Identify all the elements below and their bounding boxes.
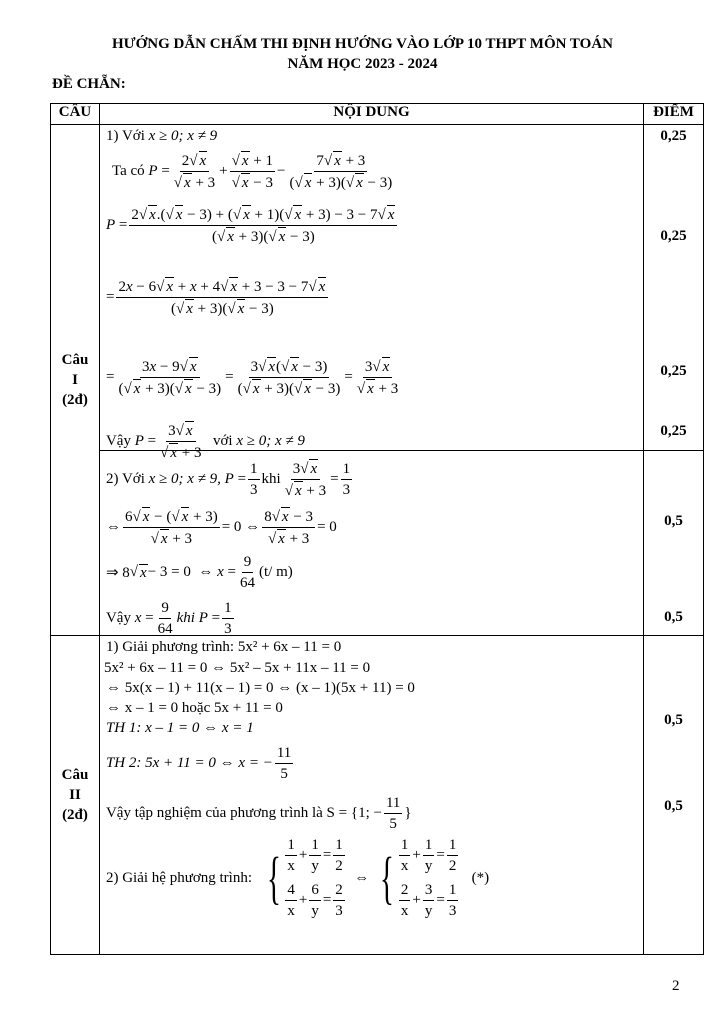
q1a-content: [99, 125, 643, 461]
section-label: ĐỀ CHẴN:: [52, 76, 126, 92]
q2-solution-set: Vậy tập nghiệm của phương trình là S = {1; − $\frac{11}{5}$ }: [105, 795, 412, 832]
q1-number: I: [72, 372, 78, 388]
q2-label: Câu: [61, 767, 89, 783]
q1-row-a: [51, 125, 704, 451]
q1-label-cell: [51, 125, 100, 636]
q2-line4: ⇔ x – 1 = 0 hoặc 5x + 11 = 0: [105, 700, 283, 716]
q2-label-cell: [51, 636, 100, 955]
q1a-step1: Ta có P = 2√ x √ x + 3 + √ x + 1 √ x − 3 − $\frac{7√ x + 3}{(√ x + 3)(√ x - 3)}$: [112, 151, 396, 192]
col-header-diem: ĐIỂM: [644, 104, 704, 125]
q2-line1: 1) Giải phương trình: 5x² + 6x – 11 = 0: [105, 639, 342, 655]
grading-table: [50, 103, 704, 955]
q1b-point-1: 0,5: [664, 513, 683, 529]
q1a-point-1: 0,25: [660, 128, 687, 144]
q1a-conclusion: Vậy P = 3√ x √ x + 3 với x ≥ 0; x ≠ 9: [106, 421, 305, 462]
q2-system: 2) Giải hệ phương trình: { $\frac{1}{x}$ + $\frac{1}{y}$ = $\frac{1}{2}$ $\frac{4}{x}$ + $\frac{6}{y}$ = $\frac{2}{3}$ ⇔ { $\frac{1}{x}$ + $\frac{1}{y}$ = $\frac{1}{2}$ $\frac{2}{x}$ + $\frac{3}{y}$ = $\frac{1}{3}$ (*): [105, 837, 490, 919]
q1b-conclusion: Vậy x = $\frac{9}{64}$ khi P = $\frac{1}{3}$: [105, 600, 232, 637]
doc-title-line1: HƯỚNG DẪN CHẤM THI ĐỊNH HƯỚNG VÀO LỚP 10 THPT MÔN TOÁN: [111, 36, 613, 52]
q1a-line1: 1) Với x ≥ 0; x ≠ 9: [105, 128, 218, 144]
q1a-point-3: 0,25: [660, 363, 687, 379]
q1a-point-2: 0,25: [660, 228, 687, 244]
q1-score: (2đ): [62, 392, 88, 408]
q1b-point-2: 0,5: [664, 609, 683, 625]
q2-point-2: 0,5: [664, 798, 683, 814]
q1-label: Câu: [61, 352, 89, 368]
q1a-step2: P = $\frac{2√ x.(√ x - 3) + (√ x + 1)(√ x + 3) - 3 - 7√ x}{(√ x + 3)(√ x - 3)}$: [106, 205, 399, 246]
q1a-step4: = $\frac{3x - 9√ x}{(√ x + 3)(√ x - 3)}$ = $\frac{3√ x(√ x - 3)}{(√ x + 3)(√ x - 3)}$ = 3√ x √ x + 3: [106, 357, 402, 398]
q2-row: [51, 636, 704, 955]
system-transformed: { $\frac{1}{x}$ + $\frac{1}{y}$ = $\frac{1}{2}$ $\frac{2}{x}$ + $\frac{3}{y}$ = $\frac{1}{3}$: [380, 837, 457, 919]
col-header-noidung: NỘI DUNG: [99, 104, 643, 125]
q1b-line1: 2) Với x ≥ 0; x ≠ 9, P = $\frac{1}{3}$ khi 3√ x √ x + 3 = $\frac{1}{3}$: [106, 459, 354, 500]
page-number: 2: [672, 978, 680, 994]
table-header-row: [51, 104, 704, 125]
q2-case1: TH 1: x – 1 = 0 ⇔ x = 1: [105, 720, 254, 736]
q1-row-b: [51, 451, 704, 636]
system-original: { $\frac{1}{x}$ + $\frac{1}{y}$ = $\frac{1}{2}$ $\frac{4}{x}$ + $\frac{6}{y}$ = $\frac{2}{3}$: [266, 837, 343, 919]
q2-number: II: [69, 787, 81, 803]
q2-content: [99, 636, 643, 955]
q1b-content: [99, 451, 643, 636]
q1a-points-cell: [644, 125, 704, 451]
q2-point-1: 0,5: [664, 712, 683, 728]
q2-points-cell: [644, 636, 704, 955]
q2-score: (2đ): [62, 807, 88, 823]
q1b-step2: ⇒ 8 √ x − 3 = 0 ⇔ x = $\frac{9}{64}$ (t/ m): [106, 553, 293, 592]
q1b-step1: ⇔ 6√ x − (√ x + 3) √ x + 3 = 0 ⇔ 8√ x − 3 √ x + 3 = 0: [106, 507, 337, 548]
col-header-cau: CÂU: [51, 104, 100, 125]
q1a-step3: = $\frac{2x - 6√ x + x + 4√ x + 3 - 3 - 7√ x}{(√ x + 3)(√ x - 3)}$: [106, 277, 330, 318]
q2-line3: ⇔ 5x(x – 1) + 11(x – 1) = 0 ⇔ (x – 1)(5x + 11) = 0: [105, 680, 415, 696]
doc-title-line2: NĂM HỌC 2023 - 2024: [287, 56, 438, 72]
q1a-point-4: 0,25: [660, 423, 687, 439]
q2-case2: TH 2: 5x + 11 = 0 ⇔ x = − $\frac{11}{5}$: [105, 745, 292, 782]
q1b-points-cell: [644, 451, 704, 636]
q2-line2: 5x² + 6x – 11 = 0 ⇔ 5x² – 5x + 11x – 11 = 0: [103, 660, 371, 676]
